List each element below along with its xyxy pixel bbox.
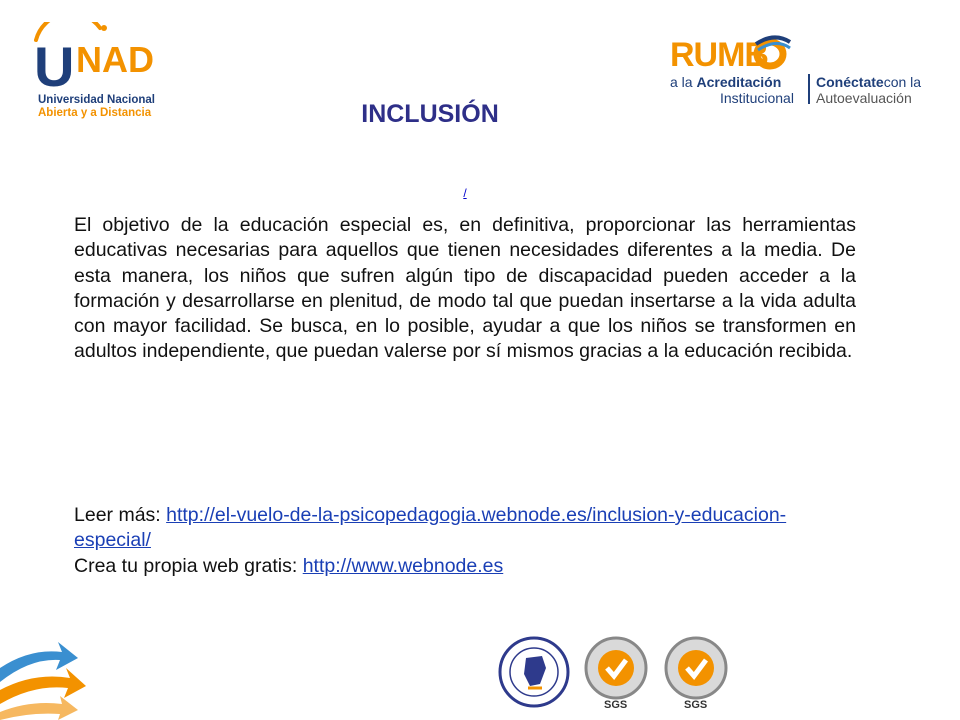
- unad-logo-mark: [30, 22, 165, 92]
- rumbo-conecta-rest: con la: [883, 74, 922, 90]
- sgs-label-2: SGS: [684, 699, 708, 711]
- body-paragraph: El objetivo de la educación especial es, en definitiva, proporcionar las herramientas educativas necesarias para aquellos que tienen necesidades diferentes a la media. De esta manera, los niños que sufren algún tipo de discapacidad pueden acceder a la formación y desarrollarse en plenitud, de modo tal que puedan insertarse a la vida adulta con mayor facilidad. Se busca, en lo posible, ayudar a que los niños se transformen en adultos independiente, que puedan valerse por sí mismos gracias a la educación recibida.: [74, 214, 856, 363]
- unad-subtitle-line1: Universidad Nacional: [38, 94, 155, 106]
- rumbo-line2: Institucional: [720, 90, 794, 106]
- icontec-seal-icon: [500, 638, 568, 706]
- rumbo-word: RUMB: [670, 36, 768, 74]
- certification-seals: [498, 632, 738, 712]
- rumbo-autoevaluacion: Autoevaluación: [816, 90, 912, 106]
- create-web-line: [74, 554, 856, 579]
- sgs-seal-2-icon: [666, 638, 726, 711]
- unad-subtitle-line2: Abierta y a Distancia: [38, 107, 152, 119]
- rumbo-line1-bold: Acreditación: [696, 74, 782, 90]
- read-more-link[interactable]: http://el-vuelo-de-la-psicopedagogia.webnode.es/inclusion-y-educacion-especial/: [74, 504, 787, 552]
- rumbo-conecta: [816, 74, 921, 90]
- rumbo-line1: [670, 74, 781, 90]
- slash-link[interactable]: /: [463, 186, 467, 200]
- rumbo-line1-prefix: a la: [670, 74, 697, 90]
- unad-initial: U: [34, 35, 75, 92]
- create-web-label: Crea tu propia web gratis:: [74, 554, 303, 577]
- unad-wordmark: NAD: [76, 39, 154, 80]
- slide-title: INCLUSIÓN: [361, 100, 499, 128]
- read-more-line: [74, 503, 856, 554]
- rumbo-o-swoosh-icon: [752, 34, 792, 70]
- links-block: [74, 503, 856, 579]
- create-web-link[interactable]: http://www.webnode.es: [302, 554, 504, 577]
- sgs-label-1: SGS: [604, 699, 628, 711]
- rumbo-acreditacion-logo: [668, 28, 940, 110]
- rumbo-conecta-bold: Conéctate: [816, 74, 884, 90]
- decorative-arrows-icon: [0, 628, 100, 720]
- read-more-label: Leer más:: [74, 504, 167, 526]
- sgs-seal-1-icon: [586, 638, 646, 711]
